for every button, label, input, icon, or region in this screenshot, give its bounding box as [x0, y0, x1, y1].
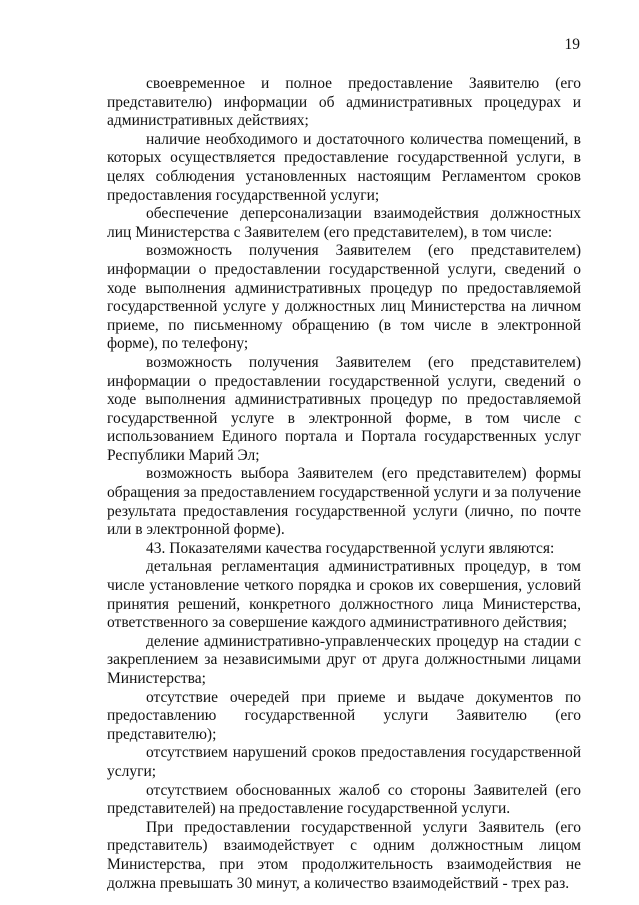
paragraph-no-deadline-violations: отсутствием нарушений сроков предоставления государственной услуги; — [107, 744, 581, 780]
paragraph-section-43-heading: 43. Показателями качества государственной услуги являются: — [146, 539, 555, 557]
document-body — [107, 75, 581, 893]
paragraph-premises: наличие необходимого и достаточного количества помещений, в которых осуществляется предоставление государственной услуги, в целях соблюдения установленных настоящим Регламентом сроков предоставления государственной услуги; — [107, 130, 581, 204]
paragraph-interaction-limits: При предоставлении государственной услуги Заявитель (его представитель) взаимодействует с одним должностным лицом Министерства, при этом продолжительность взаимодействия не должна превышать 30 минут, а количество взаимодействий - трех раз. — [107, 818, 581, 892]
paragraph-detailed-regulation: детальная регламентация административных процедур, в том числе установление четкого порядка и сроков их совершения, условий принятия решений, конкретного должностного лица Министерства, ответственного за совершение каждого административного действия; — [107, 558, 581, 632]
paragraph-no-queues: отсутствие очередей при приеме и выдаче документов по предоставлению государственной услуги Заявителю (его представителю); — [107, 688, 581, 743]
paragraph-division-of-procedures: деление административно-управленческих процедур на стадии с закреплением за независимыми друг от друга должностными лицами Министерства; — [107, 632, 581, 687]
page-number: 19 — [564, 36, 580, 53]
paragraph-info-electronic: возможность получения Заявителем (его представителем) информации о предоставлении государственной услуги, сведений о ходе выполнения административных процедур по предоставляемой государственной услуге в электронной форме, в том числе с использованием Единого портала и Портала государственных услуг Республики Марий Эл; — [107, 353, 581, 464]
paragraph-depersonalization: обеспечение деперсонализации взаимодействия должностных лиц Министерства с Заявителем (его представителем), в том числе: — [107, 205, 581, 241]
paragraph-info-personal-reception: возможность получения Заявителем (его представителем) информации о предоставлении государственной услуги, сведений о ходе выполнения административных процедур по предоставляемой государственной услуге у должностных лиц Министерства на личном приеме, по письменному обращению (в том числе в электронной форме), по телефону; — [107, 242, 581, 353]
paragraph-choice-of-form: возможность выбора Заявителем (его представителем) формы обращения за предоставлением государственной услуги и за получение результата предоставления государственной услуги (лично, по почте или в электронной форме). — [107, 465, 581, 539]
paragraph-no-complaints: отсутствием обоснованных жалоб со стороны Заявителей (его представителей) на предоставление государственной услуги. — [107, 781, 581, 818]
paragraph-timely-information: своевременное и полное предоставление Заявителю (его представителю) информации об административных процедурах и административных действиях; — [107, 75, 581, 130]
